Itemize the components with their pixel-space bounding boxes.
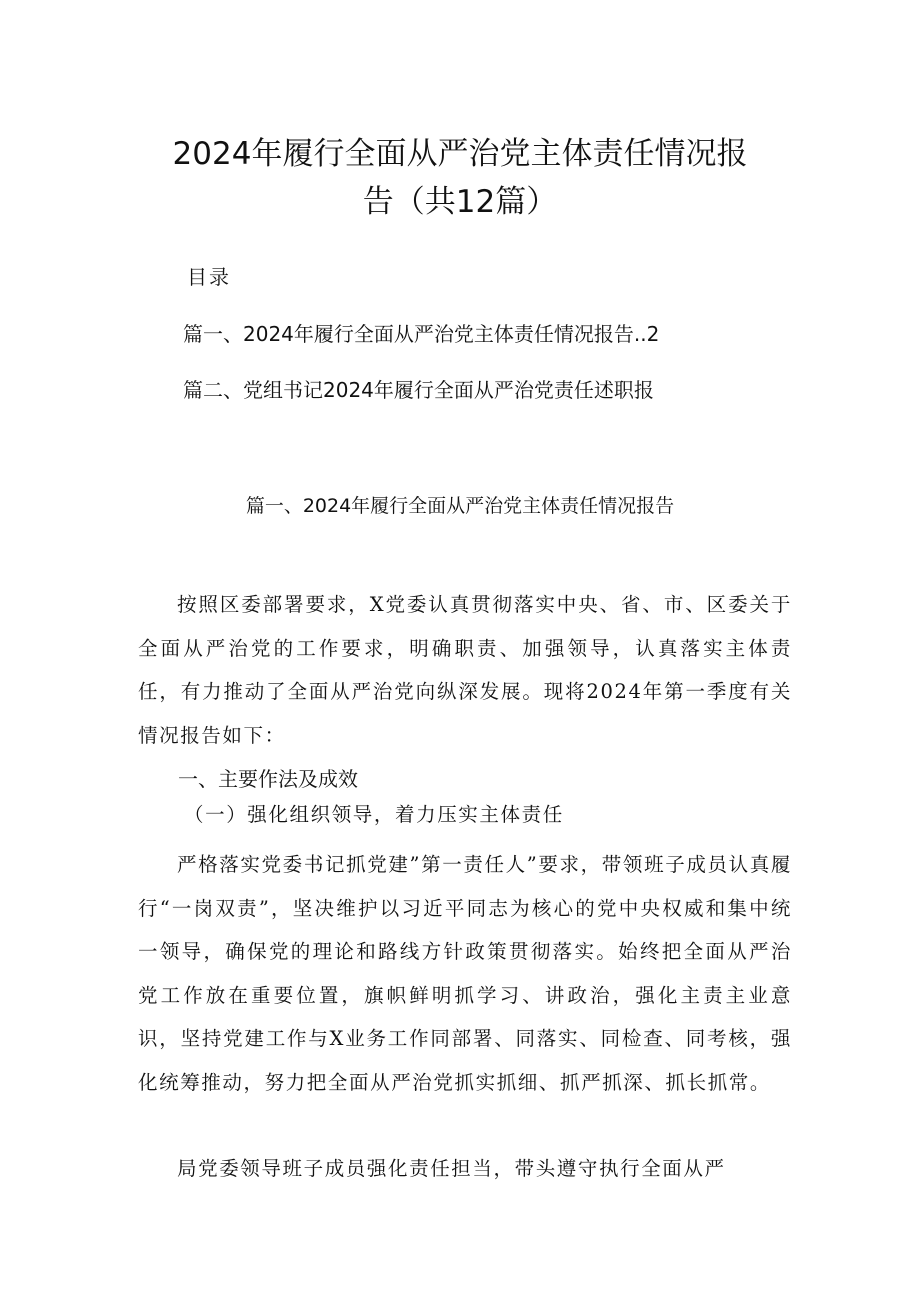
toc-item-1[interactable]: 篇一、2024年履行全面从严治党主体责任情况报告..2 (183, 322, 660, 346)
section-title: 篇一、2024年履行全面从严治党主体责任情况报告 (245, 495, 675, 517)
toc-item-2[interactable]: 篇二、党组书记2024年履行全面从严治党责任述职报 (183, 378, 654, 402)
intro-paragraph: 按照区委部署要求，X党委认真贯彻落实中央、省、市、区委关于全面从严治党的工作要求，明确职责、加强领导，认真落实主体责任，有力推动了全面从严治党向纵深发展。现将2024年第一季度有关情况报告如下： (138, 593, 792, 747)
body-paragraph-2: 局党委领导班子成员强化责任担当，带头遵守执行全面从严 (177, 1157, 726, 1180)
document-title (150, 130, 770, 226)
document-title-line-1: 2024年履行全面从严治党主体责任情况报 (172, 136, 748, 172)
body-paragraph-1: 严格落实党委书记抓党建”第一责任人”要求，带领班子成员认真履行“一岗双责”，坚决维护以习近平同志为核心的党中央权威和集中统一领导，确保党的理论和路线方针政策贯彻落实。始终把全面从严治党工作放在重要位置，旗帜鲜明抓学习、讲政治，强化主责主业意识，坚持党建工作与X业务工作同部署、同落实、同检查、同考核，强化统筹推动，努力把全面从严治党抓实抓细、抓严抓深、抓长抓常。 (138, 853, 792, 1094)
heading-level-1: 一、主要作法及成效 (178, 767, 358, 791)
toc-heading: 目录 (187, 265, 231, 289)
document-title-line-2: 告（共12篇） (362, 184, 558, 220)
heading-level-2: （一）强化组织领导，着力压实主体责任 (184, 803, 564, 826)
